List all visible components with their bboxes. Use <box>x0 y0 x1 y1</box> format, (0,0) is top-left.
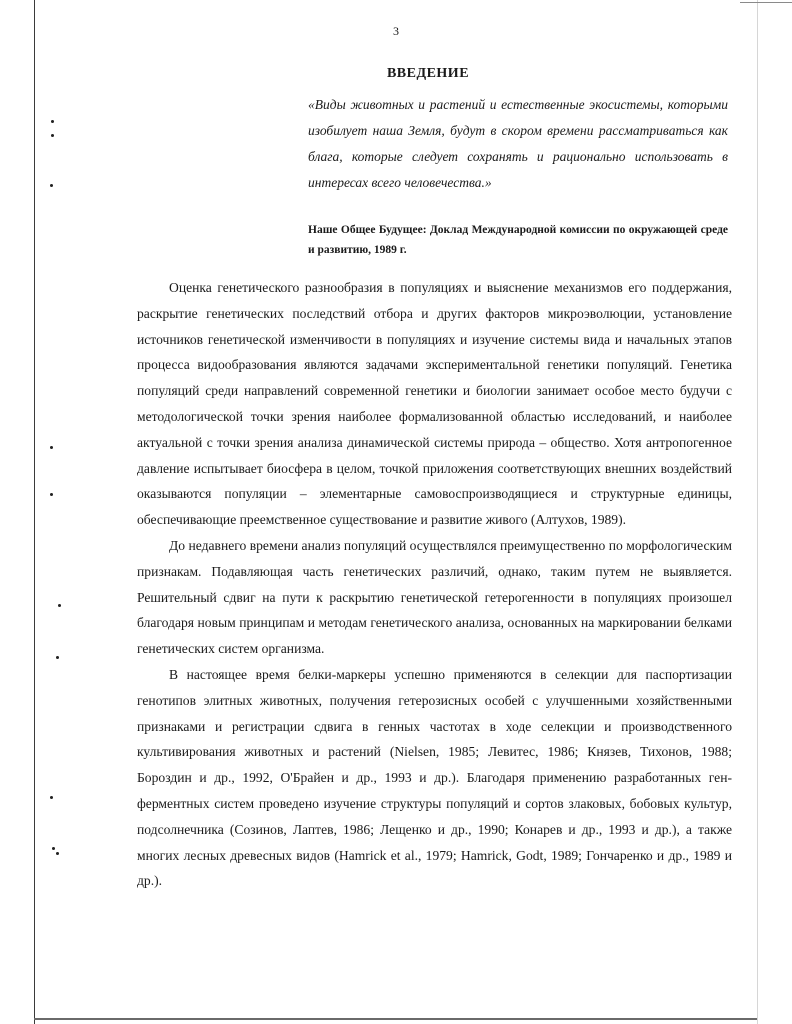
epigraph-quote: «Виды животных и растений и естественные экосистемы, которыми изобилует наша Земля, будут в скором времени рассматриваться как блага, которые следует сохранять и рационально использовать в интересах всего человечества.» <box>308 97 728 190</box>
scan-speck <box>58 604 61 607</box>
scan-speck <box>50 796 53 799</box>
page-title: ВВЕДЕНИЕ <box>386 66 470 81</box>
scan-speck <box>52 847 55 850</box>
scan-speck <box>56 852 59 855</box>
page-number: 3 <box>393 24 399 38</box>
scan-speck <box>51 134 54 137</box>
paragraph: Оценка генетического разнообразия в популяциях и выяснение механизмов его поддержания, раскрытие генетических последствий отбора и других факторов микроэволюции, установление источников генетической изменчивости в популяциях и изучение системы вида и начальных этапов процесса видообразования являются задачами экспериментальной генетики популяций. Генетика популяций среди направлений современной генетики и биологии занимает особое место будучи с методологической точки зрения наиболее формализованной областью исследований, и наиболее актуальной с точки зрения анализа динамической системы природа – общество. Хотя антропогенное давление испытывает биосфера в целом, точкой приложения соответствующих внешних воздействий оказываются популяции – элементарные самовоспроизводящиеся и структурные единицы, обеспечивающие преемственное существование и развитие живого (Алтухов, 1989). <box>137 280 732 528</box>
scan-speck <box>50 493 53 496</box>
paragraph: В настоящее время белки-маркеры успешно применяются в селекции для паспортизации генотипов элитных животных, получения гетерозисных особей с улучшенными хозяйственными признаками и регистрации сдвига в генных частотах в ходе селекции и производственного культивирования животных и растений (Nielsen, 1985; Левитес, 1986; Князев, Тихонов, 1988; Бороздин и др., 1992, О'Брайен и др., 1993 и др.). Благодаря применению разработанных ген-ферментных систем проведено изучение структуры популяций и сортов злаковых, бобовых культур, подсолнечника (Созинов, Лаптев, 1986; Лещенко и др., 1990; Конарев и др., 1993 и др.), а также многих лесных древесных видов (Hamrick et al., 1979; Hamrick, Godt, 1989; Гончаренко и др., 1989 и др.). <box>137 666 732 889</box>
scan-margin-line-right <box>757 0 758 1024</box>
paragraph: До недавнего времени анализ популяций осуществлялся преимущественно по морфологическим признакам. Подавляющая часть генетических различий, однако, таким путем не выявляется. Решительный сдвиг на пути к раскрытию генетической гетерогенности в популяциях произошел благодаря новым принципам и методам генетического анализа, основанных на маркировании белками генетических систем организма. <box>137 537 732 657</box>
scan-margin-line-bottom <box>34 1018 757 1020</box>
scan-speck <box>51 120 54 123</box>
scan-speck <box>50 184 53 187</box>
epigraph-attribution: Наше Общее Будущее: Доклад Международной комиссии по окружающей среде и развитию, 1989 г. <box>308 224 728 256</box>
scan-speck <box>56 656 59 659</box>
scan-margin-line-top <box>740 2 792 3</box>
scan-speck <box>50 446 53 449</box>
body-text <box>137 275 732 894</box>
scan-margin-line-left <box>34 0 35 1024</box>
